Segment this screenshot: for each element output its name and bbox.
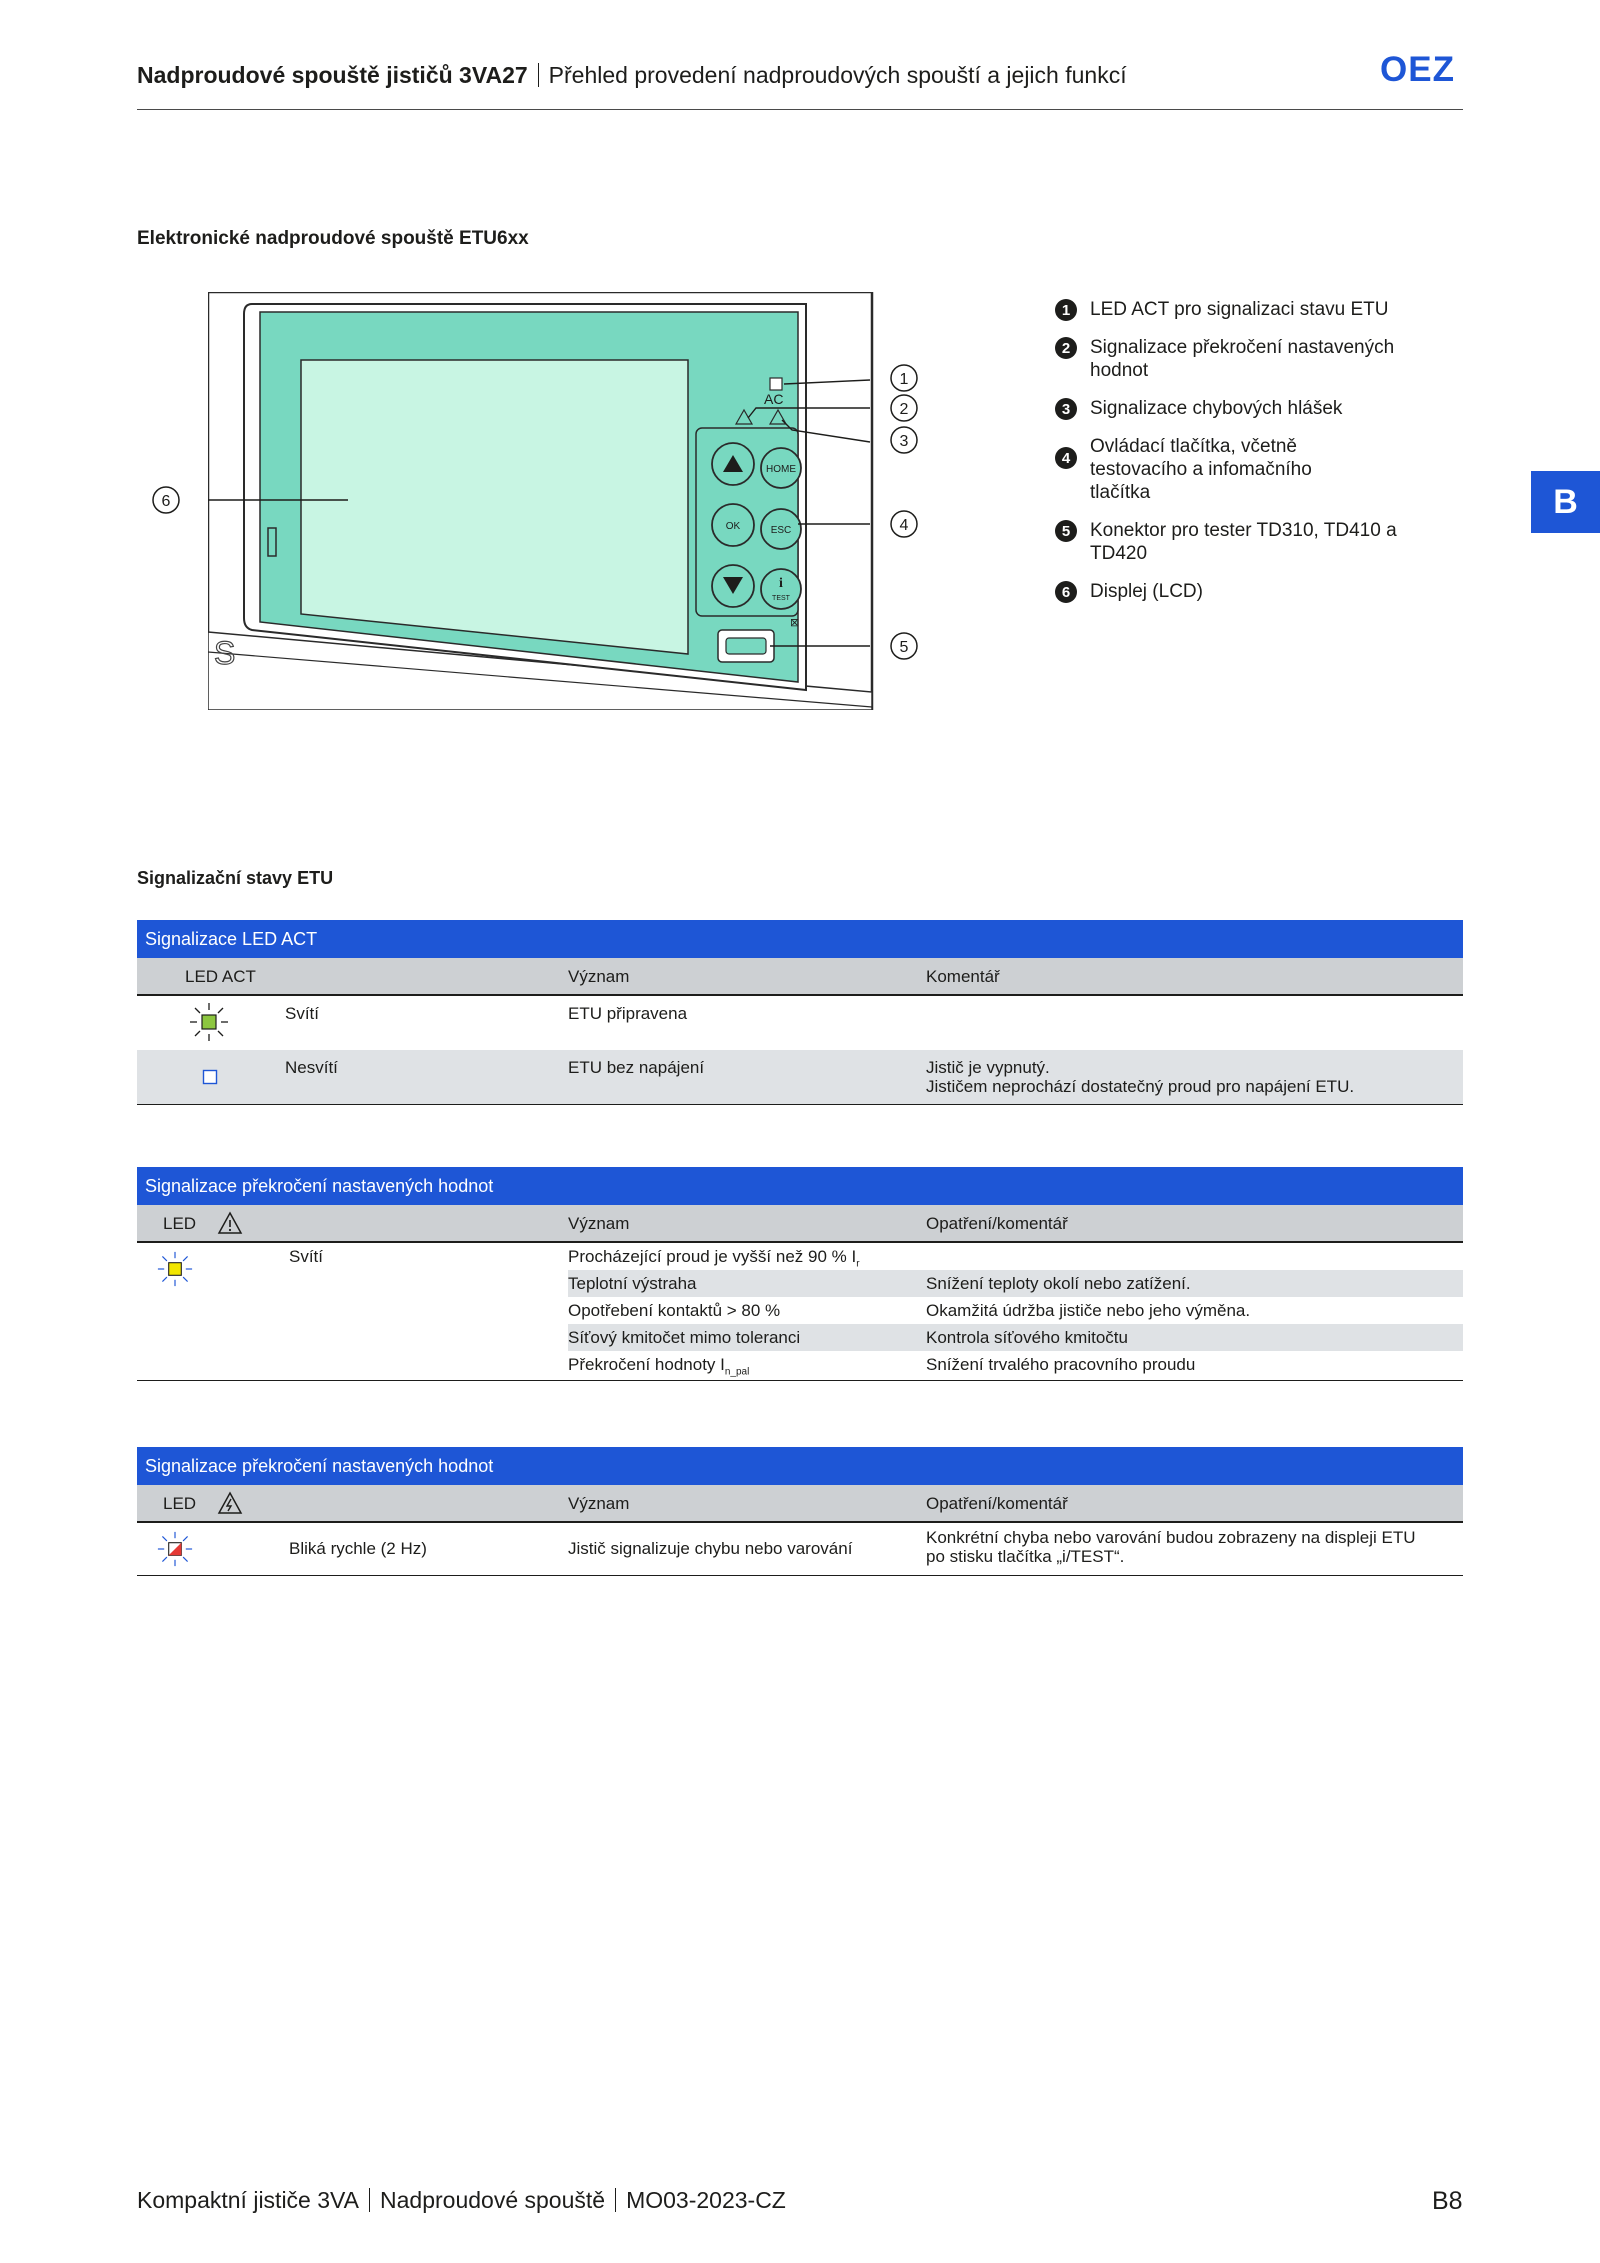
legend-text: Ovládací tlačítka, včetně testovacího a infomačního tlačítka <box>1090 436 1312 503</box>
callout-layer <box>140 360 930 670</box>
footer-part2: Nadproudové spouště <box>380 2187 606 2213</box>
row-vyznam: ETU připravena <box>568 1004 688 1023</box>
table-header <box>137 1205 1463 1243</box>
row-signal: Nesvítí <box>285 1058 338 1077</box>
table-band: Signalizace LED ACT <box>137 920 1463 958</box>
led-off-icon <box>202 1069 218 1085</box>
legend-number: 3 <box>1055 398 1077 420</box>
legend-number: 6 <box>1055 581 1077 603</box>
row-vyznam: Síťový kmitočet mimo toleranci <box>568 1328 801 1347</box>
footer-separator <box>615 2188 616 2212</box>
legend-item-2 <box>1055 336 1455 382</box>
row-opatreni: Konkrétní chyba nebo varování budou zobrazeny na displeji ETU <box>926 1528 1416 1547</box>
footer-separator <box>369 2188 370 2212</box>
legend <box>1055 298 1455 618</box>
header-separator <box>538 63 539 87</box>
col-vyznam: Význam <box>568 1494 630 1513</box>
legend-item-6 <box>1055 580 1455 603</box>
esc-button-label: ESC <box>770 525 792 536</box>
col-vyznam: Význam <box>568 967 630 986</box>
oez-logo: OEZ <box>1380 50 1455 89</box>
row-komentar: Jistič je vypnutý. <box>926 1058 1050 1077</box>
row-vyznam: Teplotní výstraha <box>568 1274 697 1293</box>
callout-5-label: 5 <box>899 639 909 656</box>
row-opatreni: po stisku tlačítka „i/TEST“. <box>926 1547 1125 1566</box>
row-opatreni: Snížení teploty okolí nebo zatížení. <box>926 1274 1191 1293</box>
row-opatreni: Snížení trvalého pracovního proudu <box>926 1355 1196 1374</box>
legend-text: Signalizace chybových hlášek <box>1090 398 1343 419</box>
led-red-blinking-icon <box>157 1531 193 1567</box>
section-title-etu6xx: Elektronické nadproudové spouště ETU6xx <box>137 228 529 249</box>
row-opatreni: Okamžitá údržba jističe nebo jeho výměna. <box>926 1301 1251 1320</box>
ok-button-label: OK <box>725 521 741 532</box>
act-label: AC <box>764 391 784 407</box>
col-opatreni: Opatření/komentář <box>926 1494 1068 1513</box>
legend-number: 2 <box>1055 337 1077 359</box>
table-band: Signalizace překročení nastavených hodnot <box>137 1447 1463 1485</box>
footer-part3: MO03-2023-CZ <box>626 2187 786 2213</box>
home-button-label: HOME <box>766 464 796 475</box>
connector-symbol-icon: ⊠ <box>790 616 800 629</box>
row-vyznam: ETU bez napájení <box>568 1058 705 1077</box>
col-led: LED <box>163 1494 197 1513</box>
test-button-label: TEST <box>772 595 790 602</box>
col-led: LED <box>163 1214 197 1233</box>
table-row <box>568 1270 1463 1297</box>
table-row <box>137 996 1463 1050</box>
legend-item-4 <box>1055 435 1455 504</box>
table-header <box>137 1485 1463 1523</box>
header-rule <box>137 109 1463 110</box>
table-row <box>137 1050 1463 1105</box>
legend-item-3 <box>1055 397 1455 420</box>
col-led-act: LED ACT <box>185 967 256 986</box>
row-signal: Svítí <box>285 1004 320 1023</box>
col-komentar: Komentář <box>926 967 1000 986</box>
footer-part1: Kompaktní jističe 3VA <box>137 2187 360 2213</box>
legend-text: Signalizace překročení nastavených hodnot <box>1090 337 1395 381</box>
error-warning-icon <box>217 1491 243 1515</box>
legend-item-1 <box>1055 298 1455 321</box>
table-row <box>137 1523 1463 1576</box>
col-vyznam: Význam <box>568 1214 630 1233</box>
row-vyznam: Procházející proud je vyšší než 90 % $I_r$ <box>568 1247 860 1270</box>
info-icon: i <box>779 576 783 591</box>
table-threshold-overrun <box>137 1167 1463 1381</box>
led-green-on-icon <box>189 1002 229 1042</box>
row-vyznam: Jistič signalizuje chybu nebo varování <box>568 1539 853 1558</box>
row-signal: Bliká rychle (2 Hz) <box>289 1539 427 1558</box>
table-row <box>568 1324 1463 1351</box>
row-vyznam: Opotřebení kontaktů > 80 % <box>568 1301 781 1320</box>
table-body <box>137 1243 1463 1381</box>
callout-4-label: 4 <box>899 517 909 534</box>
footer <box>137 2187 786 2214</box>
page-number: B8 <box>1432 2187 1463 2215</box>
row-signal: Svítí <box>289 1247 324 1266</box>
callout-3-label: 3 <box>899 433 909 450</box>
col-opatreni: Opatření/komentář <box>926 1214 1068 1233</box>
callout-1-label: 1 <box>899 371 909 388</box>
header-title-bold: Nadproudové spouště jističů 3VA27 <box>137 62 528 88</box>
row-vyznam: Překročení hodnoty $I_{n\_pal}$ <box>568 1355 750 1378</box>
legend-number: 1 <box>1055 299 1077 321</box>
table-header <box>137 958 1463 996</box>
table-band: Signalizace překročení nastavených hodnot <box>137 1167 1463 1205</box>
device-brand-letter: S <box>214 635 236 671</box>
callout-6-label: 6 <box>161 493 171 510</box>
table-row <box>137 1243 1463 1270</box>
header-title-rest: Přehled provedení nadproudových spouští a jejich funkcí <box>548 62 1127 88</box>
section-title-signal-states: Signalizační stavy ETU <box>137 868 334 888</box>
table-error-signal <box>137 1447 1463 1576</box>
legend-number: 4 <box>1055 447 1077 469</box>
legend-text: LED ACT pro signalizaci stavu ETU <box>1090 299 1389 320</box>
callout-2-label: 2 <box>899 401 909 418</box>
legend-text: Konektor pro tester TD310, TD410 a TD420 <box>1090 520 1397 564</box>
legend-number: 5 <box>1055 520 1077 542</box>
legend-text: Displej (LCD) <box>1090 581 1203 602</box>
row-opatreni: Kontrola síťového kmitočtu <box>926 1328 1128 1347</box>
table-led-act <box>137 920 1463 1105</box>
table-row <box>568 1297 1463 1324</box>
header-title <box>137 62 1127 89</box>
table-row <box>568 1351 1463 1378</box>
section-tab-b: B <box>1531 471 1600 533</box>
legend-item-5 <box>1055 519 1455 565</box>
row-komentar: Jističem neprochází dostatečný proud pro napájení ETU. <box>926 1077 1355 1096</box>
warning-icon <box>217 1211 243 1235</box>
